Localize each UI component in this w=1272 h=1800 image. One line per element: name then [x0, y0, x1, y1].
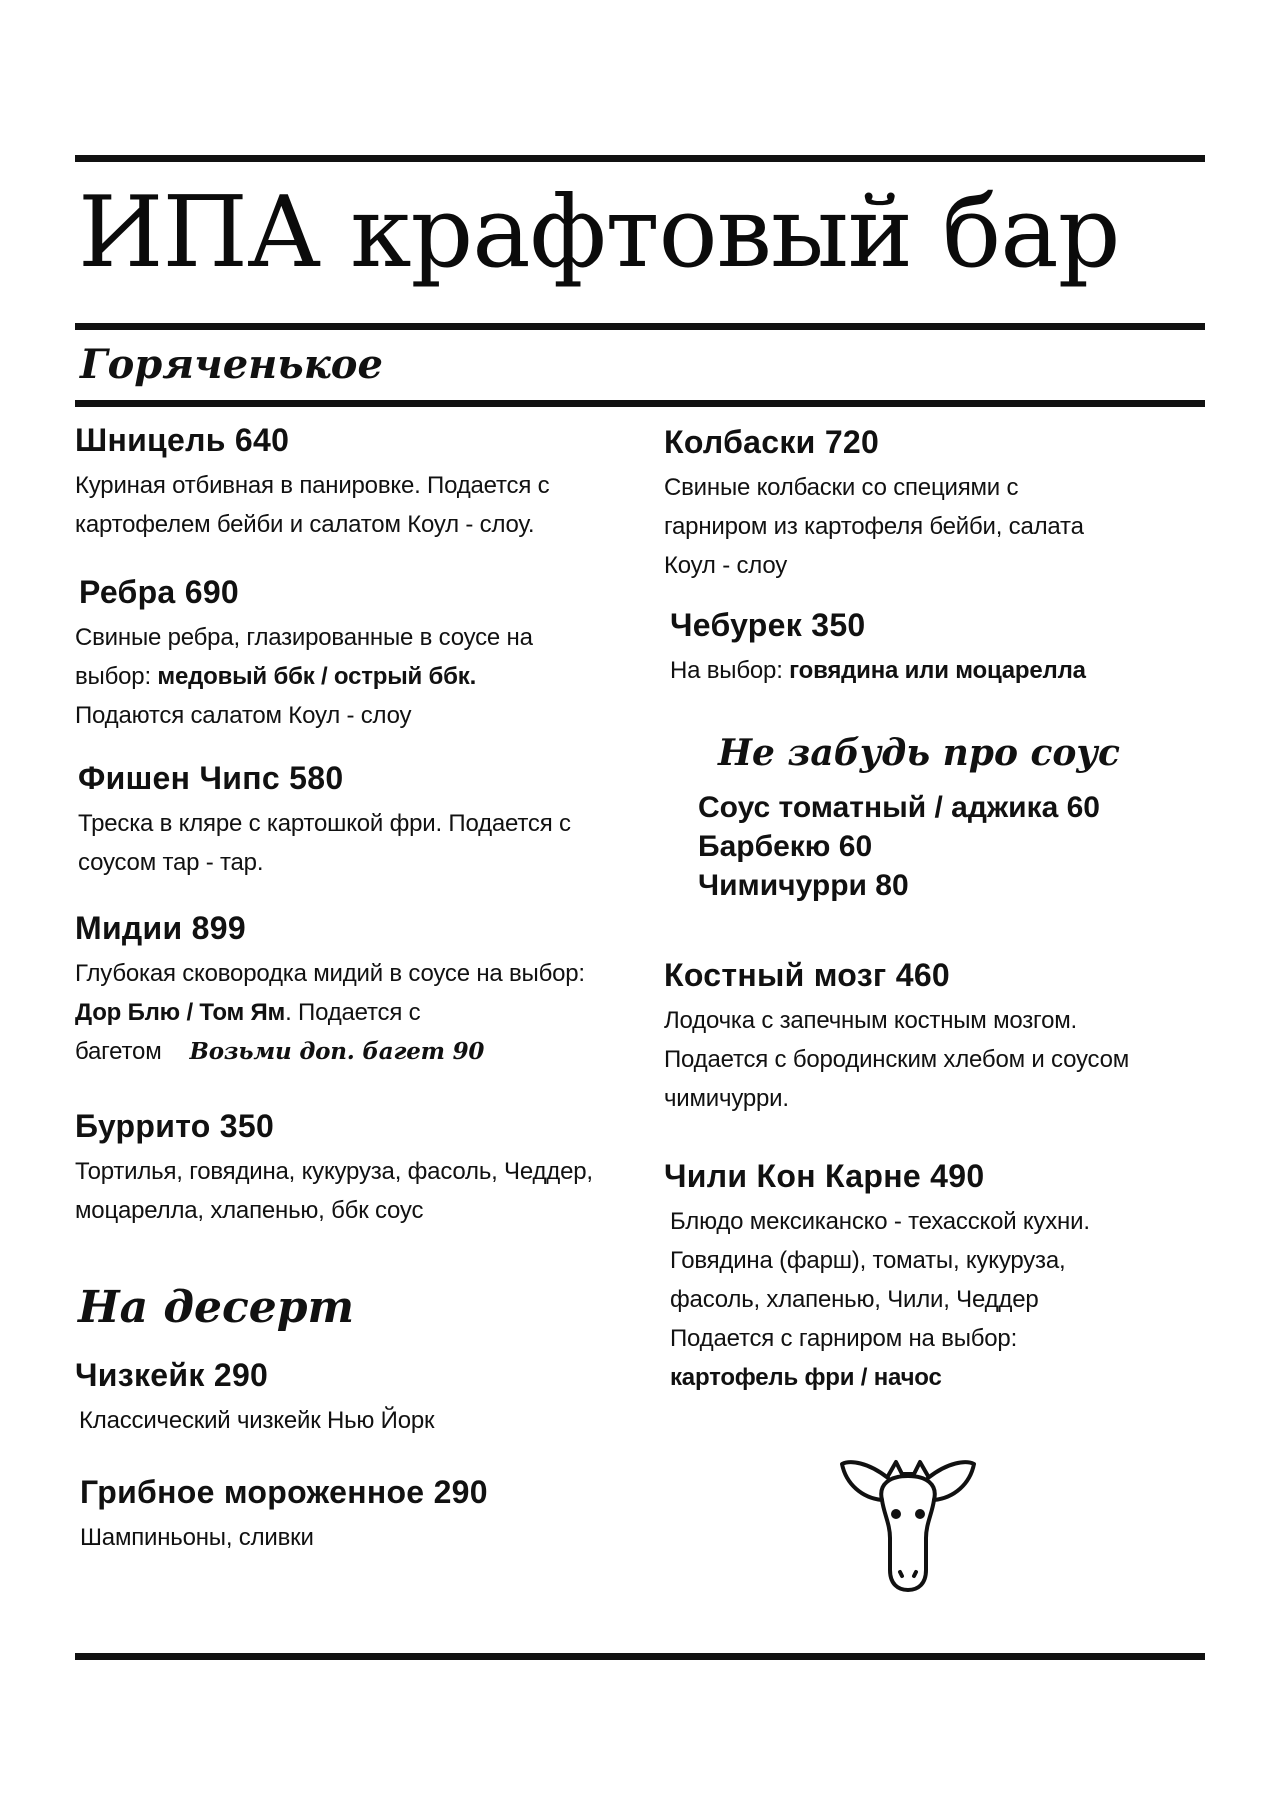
item-name: Чили Кон Карне 490 — [664, 1158, 985, 1194]
menu-item-burrito — [75, 1106, 615, 1230]
item-description-text: На выбор: — [670, 657, 790, 684]
item-option-bold: Дор Блю / Том Ям — [75, 999, 286, 1026]
item-name: Фишен Чипс 580 — [78, 760, 344, 796]
item-description-text: Глубокая сковородка мидий в соусе на выбор: — [75, 960, 585, 987]
item-description-text: Подаются салатом Коул - слоу — [75, 702, 412, 729]
item-name: Грибное мороженное 290 — [80, 1474, 488, 1510]
item-description: Классический чизкейк Нью Йорк — [79, 1407, 435, 1434]
item-description-text: Блюдо мексиканско - техасской кухни. Говядина (фарш), томаты, кукуруза, фасоль, хлапенью, Чили, Чеддер Подается с гарниром на выбор: — [670, 1208, 1090, 1352]
item-description — [75, 618, 615, 735]
sauce-list — [698, 788, 1198, 905]
item-name: Чебурек 350 — [670, 607, 866, 643]
title-rule — [75, 323, 1205, 330]
extra-baguette-note: Возьми доп. багет 90 — [189, 1038, 485, 1065]
item-description-text: Свиные ребра, глазированные в соусе на выбор: — [75, 624, 533, 690]
item-name: Ребра 690 — [79, 574, 240, 610]
menu-item-mussels — [75, 908, 615, 1071]
item-option-bold: говядина или моцарелла — [789, 657, 1086, 684]
item-description: Шампиньоны, сливки — [80, 1524, 314, 1551]
menu-item-mushroom-icecream — [80, 1472, 640, 1557]
top-rule — [75, 155, 1205, 162]
item-name: Буррито 350 — [75, 1108, 275, 1144]
item-description — [670, 651, 1210, 690]
sauce-item-bbq: Барбекю 60 — [698, 830, 873, 863]
item-description: Лодочка с запечным костным мозгом. Подается с бородинским хлебом и соусом чимичурри. — [664, 1007, 1130, 1112]
menu-item-fish-and-chips — [78, 758, 618, 882]
item-option-bold: медовый ббк / острый ббк. — [157, 663, 477, 690]
page-title: ИПА крафтовый бар — [78, 176, 1120, 290]
menu-item-chili-con-carne — [664, 1156, 1134, 1397]
menu-item-bone-marrow — [664, 955, 1184, 1118]
menu-item-cheesecake — [75, 1355, 615, 1440]
sauce-item-tomato: Соус томатный / аджика 60 — [698, 791, 1100, 824]
menu-item-cheburek — [670, 605, 1210, 690]
item-name: Костный мозг 460 — [664, 957, 951, 993]
item-description-text: . Подается с багетом — [75, 999, 421, 1065]
item-name: Чизкейк 290 — [75, 1357, 269, 1393]
deer-head-icon — [838, 1454, 978, 1594]
item-description — [75, 954, 615, 1071]
menu-item-sausages — [664, 422, 1124, 585]
item-description — [670, 1202, 1134, 1397]
sauce-item-chimichurri: Чимичурри 80 — [698, 869, 909, 902]
item-description: Тортилья, говядина, кукуруза, фасоль, Чеддер, моцарелла, хлапенью, ббк соус — [75, 1158, 593, 1224]
section-sauce-heading: Не забудь про соус — [718, 732, 1120, 774]
item-description: Треска в кляре с картошкой фри. Подается с соусом тар - тар. — [78, 810, 571, 876]
item-name: Мидии 899 — [75, 910, 246, 946]
item-option-bold: картофель фри / начос — [670, 1364, 942, 1391]
item-name: Колбаски 720 — [664, 424, 880, 460]
item-name: Шницель 640 — [75, 422, 290, 458]
section-hot-heading: Горяченькое — [80, 341, 383, 388]
item-description: Свиные колбаски со специями с гарниром из картофеля бейби, салата Коул - слоу — [664, 474, 1084, 579]
menu-item-ribs — [75, 572, 615, 735]
section-dessert-heading: На десерт — [78, 1282, 355, 1333]
bottom-rule — [75, 1653, 1205, 1660]
menu-item-schnitzel — [75, 420, 615, 544]
section-rule — [75, 400, 1205, 407]
item-description: Куриная отбивная в панировке. Подается с картофелем бейби и салатом Коул - слоу. — [75, 472, 550, 538]
